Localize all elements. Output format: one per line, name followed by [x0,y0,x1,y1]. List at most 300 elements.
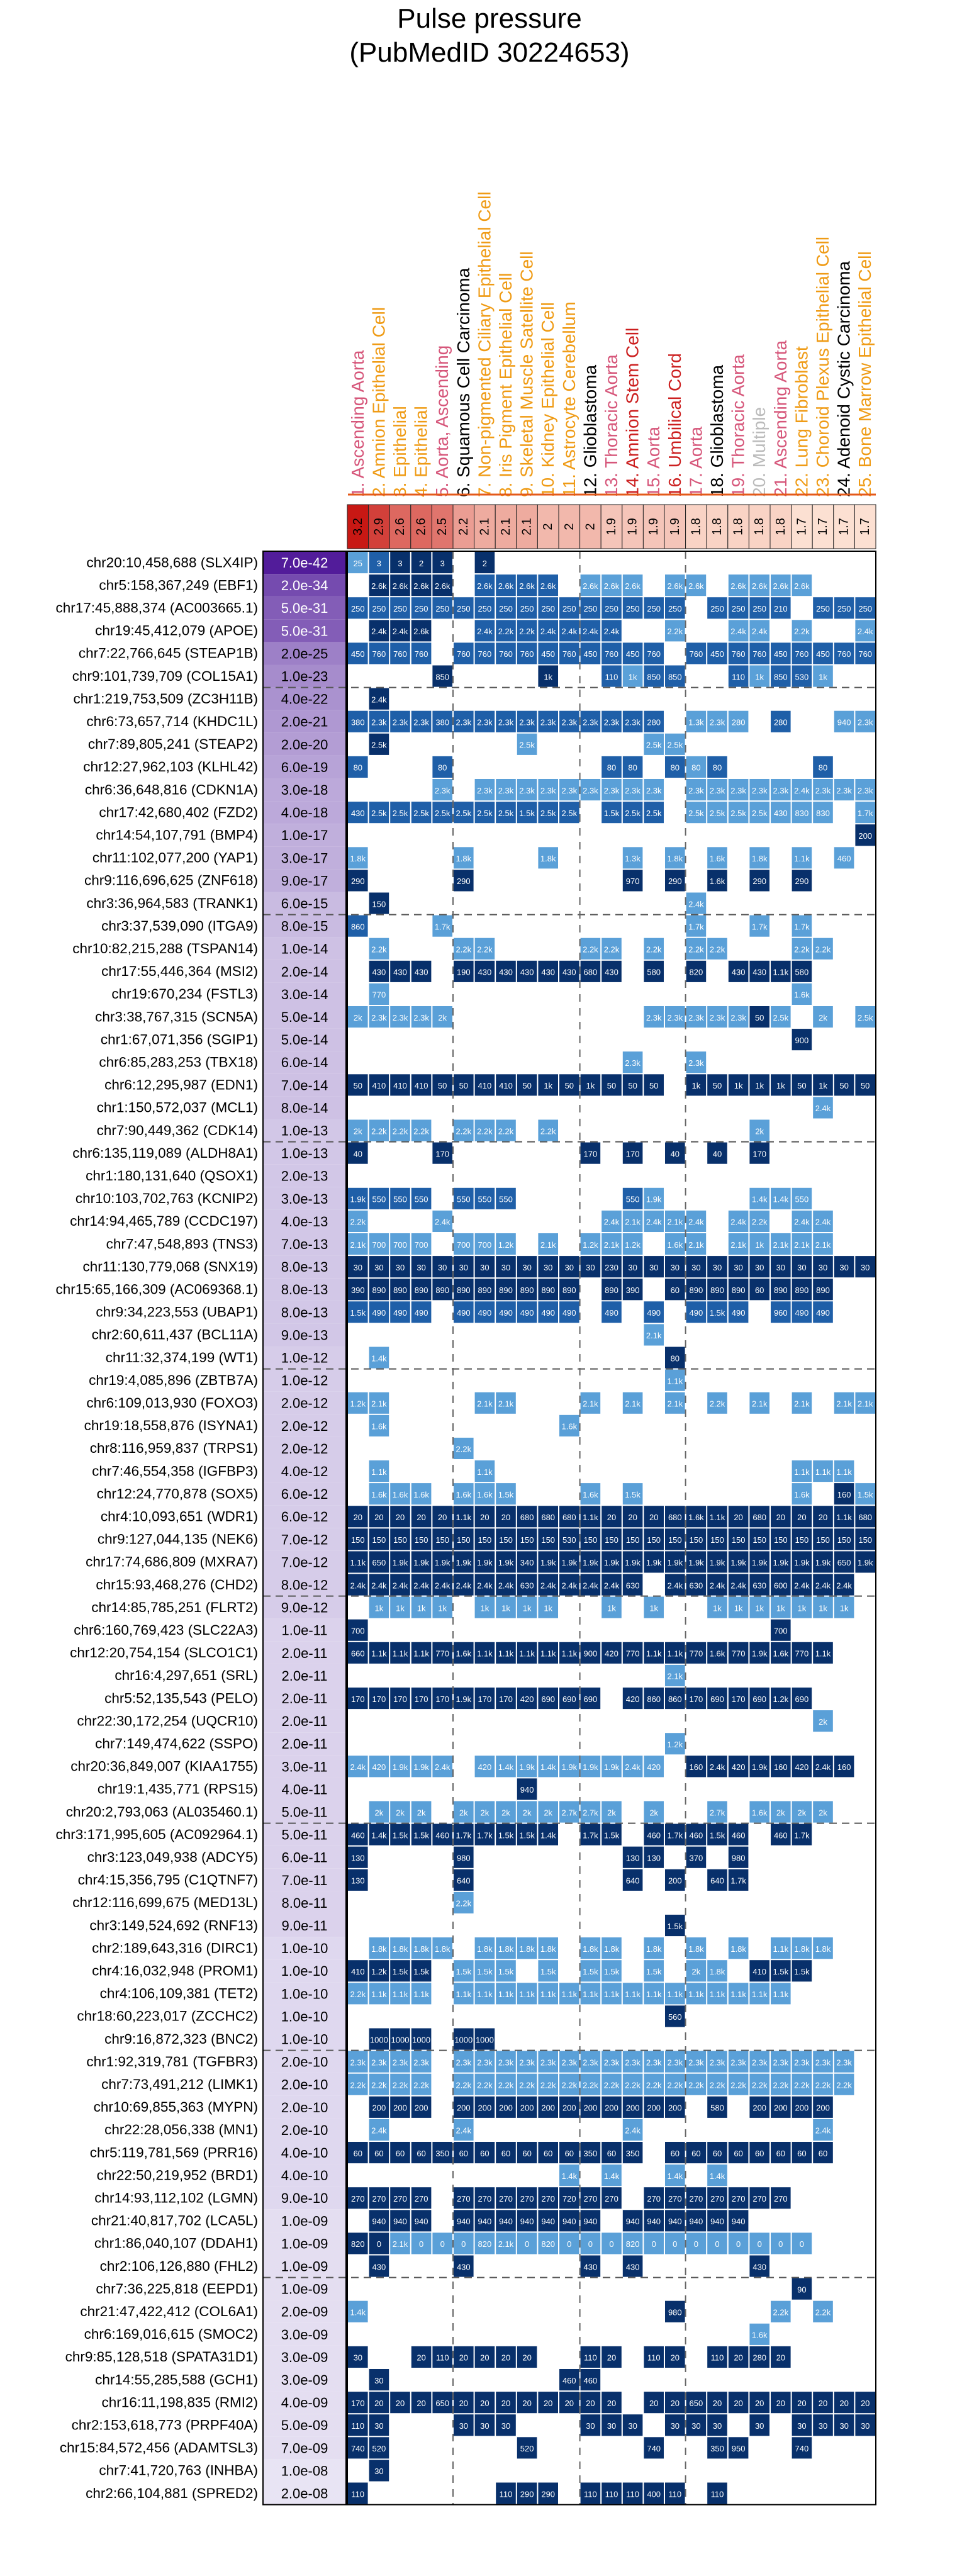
heatmap-cell-label: 30 [564,1262,574,1272]
heatmap-cell-label: 20 [501,2353,511,2363]
heatmap-cell-label: 1k [797,1603,807,1613]
heatmap-cell-label: 970 [625,876,640,887]
heatmap-cell-label: 200 [541,2103,556,2113]
heatmap-cell-label: 490 [520,1308,534,1318]
heatmap-cell-label: 1k [819,1603,827,1613]
heatmap-cell-label: 1.9k [519,1762,535,1772]
heatmap-cell-label: 1.7k [434,922,450,932]
heatmap-cell-label: 1.6k [709,1649,725,1659]
heatmap-cell-label: 80 [437,763,447,773]
p-value-label: 2.0e-11 [281,1690,328,1706]
heatmap-cell-label: 0 [609,2239,614,2249]
column-label: 3. Epithelial [390,406,410,497]
heatmap-cell-label: 410 [393,1081,407,1091]
score-label: 3.2 [350,518,365,535]
heatmap-cell-label: 940 [837,717,851,727]
column-label: 22. Lung Fibroblast [792,346,812,497]
column-label: 25. Bone Marrow Epithelial Cell [855,251,875,497]
heatmap-cell-label: 2.4k [815,2125,831,2136]
heatmap-cell-label: 460 [350,1830,365,1840]
heatmap-cell-label: 20 [501,2398,511,2408]
heatmap-cell-label: 2.6k [371,581,387,591]
heatmap-cell-label: 2.4k [709,1581,725,1591]
p-value-label: 8.0e-13 [281,1282,328,1298]
heatmap-cell-label: 150 [520,1535,534,1545]
heatmap-cell-label: 1.6k [688,1513,704,1523]
heatmap-cell-label: 1.9k [688,1558,704,1568]
heatmap-cell-label: 2.5k [498,808,514,818]
heatmap-cell-label: 0 [693,2239,699,2249]
heatmap-cell-label: 2.3k [625,1058,641,1068]
row-label: chr21:47,422,412 (COL6A1) [80,2303,258,2319]
heatmap-cell-label: 2.2k [709,2080,725,2090]
heatmap-cell-label: 2.3k [646,2058,662,2068]
heatmap-cell-label: 1.1k [646,1649,662,1659]
heatmap-cell-label: 2.4k [371,2125,387,2136]
row-label: chr5:119,781,569 (PRR16) [89,2144,258,2161]
heatmap-cell-label: 50 [797,1081,807,1091]
heatmap-cell-label: 1.1k [709,1990,725,2000]
p-value-label: 9.0e-17 [281,873,328,889]
heatmap-cell-label: 60 [712,2148,722,2158]
heatmap-cell-label: 760 [393,649,407,659]
heatmap-cell-label: 2.6k [730,581,746,591]
heatmap-cell-label: 2.2k [350,1990,366,2000]
heatmap-cell-label: 1.1k [794,1467,810,1477]
row-label: chr14:54,107,791 (BMP4) [96,827,258,843]
heatmap-cell-label: 350 [583,2148,598,2158]
score-label: 1.7 [858,518,873,535]
heatmap-cell-label: 60 [754,1285,764,1296]
heatmap-cell-label: 430 [562,967,576,977]
heatmap-cell-label: 830 [816,808,830,818]
heatmap-cell-label: 2.4k [688,1217,704,1227]
p-value-label: 6.0e-12 [281,1486,328,1503]
row-label: chr7:41,720,763 (INHBA) [99,2462,258,2478]
heatmap-cell-label: 760 [478,649,492,659]
heatmap-cell-label: 2.1k [498,1399,514,1409]
heatmap-cell-label: 850 [773,672,788,682]
heatmap-cell-label: 270 [668,2194,682,2204]
heatmap-cell-label: 20 [501,1513,511,1523]
p-value-label: 7.0e-14 [281,1077,328,1094]
heatmap-cell-label: 30 [480,1262,490,1272]
row-label: chr10:103,702,763 (KCNIP2) [75,1190,258,1207]
column-label: 15. Aorta [644,426,664,497]
heatmap-cell-label: 60 [374,2148,384,2158]
heatmap-cell-label: 2.4k [477,627,493,637]
heatmap-cell-label: 1.7k [730,1876,746,1886]
p-value-label: 7.0e-11 [281,1872,328,1888]
heatmap-cell-label: 1k [501,1603,510,1613]
heatmap-cell-label: 150 [668,1535,682,1545]
p-value-label: 1.0e-10 [281,1940,328,1957]
heatmap-cell-label: 2.3k [413,1012,429,1022]
heatmap-cell-label: 20 [522,2353,532,2363]
heatmap-cell-label: 1.8k [413,1944,429,1954]
heatmap-cell-label: 2.3k [583,717,598,727]
heatmap-cell-label: 420 [605,1649,618,1659]
heatmap-cell-label: 1.9k [815,1558,831,1568]
heatmap-cell-label: 980 [668,2307,682,2317]
heatmap-cell-label: 1.9k [413,1558,429,1568]
p-value-label: 1.0e-13 [281,1123,328,1139]
heatmap-cell-label: 460 [837,854,851,864]
heatmap-cell-label: 2.2k [603,944,620,955]
column-label: 17. Aorta [686,426,706,497]
heatmap-cell-label: 890 [562,1285,576,1296]
heatmap-cell-label: 0 [461,2239,466,2249]
heatmap-cell-label: 110 [584,2353,597,2363]
heatmap-cell-label: 30 [860,2421,870,2431]
heatmap-cell-label: 1k [776,1603,785,1613]
row-label: chr10:82,215,288 (TSPAN14) [72,940,258,956]
heatmap-cell-label: 380 [350,717,365,727]
heatmap-cell-label: 150 [858,1535,873,1545]
heatmap-cell-label: 150 [372,1535,386,1545]
p-value-label: 2.0e-11 [281,1713,328,1730]
p-value-label: 7.0e-09 [281,2440,328,2456]
score-label: 1.8 [752,518,767,535]
heatmap-cell-label: 700 [456,1240,471,1250]
heatmap-cell-label: 1.9k [583,1558,598,1568]
score-label: 2.2 [456,518,471,535]
heatmap-cell-label: 940 [414,2217,428,2227]
heatmap-cell-label: 1.8k [730,1944,746,1954]
heatmap-cell-label: 280 [731,717,746,727]
heatmap-cell-label: 170 [731,1694,746,1704]
row-label: chr4:10,093,651 (WDR1) [100,1508,258,1525]
heatmap-cell-label: 1.7k [794,1830,810,1840]
heatmap-cell-label: 50 [522,1081,532,1091]
heatmap-cell-label: 680 [583,967,598,977]
heatmap-cell-label: 80 [670,763,680,773]
heatmap-cell-label: 1.7k [794,922,810,932]
heatmap-cell-label: 200 [520,2103,534,2113]
heatmap-cell-label: 420 [795,1762,809,1772]
heatmap-cell-label: 890 [795,1285,809,1296]
row-label: chr19:670,234 (FSTL3) [111,986,258,1002]
heatmap-cell-label: 2.3k [413,2058,429,2068]
heatmap-cell-label: 270 [414,2194,428,2204]
heatmap-cell-label: 2.1k [667,1399,683,1409]
heatmap-cell-label: 1000 [369,2035,388,2045]
p-value-label: 7.0e-12 [281,1532,328,1548]
heatmap-cell-label: 170 [478,1694,492,1704]
heatmap-cell-label: 2k [544,1808,553,1818]
heatmap-cell-label: 410 [372,1081,386,1091]
heatmap-cell-label: 1k [819,1081,827,1091]
heatmap-cell-label: 2.2k [646,944,662,955]
heatmap-cell-label: 2.3k [392,2058,408,2068]
heatmap-cell-label: 1.1k [540,1649,556,1659]
heatmap-cell-label: 1.5k [603,1967,620,1977]
heatmap-cell-label: 770 [689,1649,703,1659]
heatmap-cell-label: 1.8k [540,1944,556,1954]
p-value-label: 9.0e-13 [281,1327,328,1343]
heatmap-cell-label: 1.9k [751,1649,768,1659]
p-value-label: 5.0e-14 [281,1009,328,1025]
row-label: chr6:36,648,816 (CDKN1A) [84,781,258,798]
row-label: chr20:10,458,688 (SLX4IP) [86,554,258,571]
heatmap-cell-label: 30 [586,1262,595,1272]
heatmap-cell-label: 130 [647,1853,661,1863]
heatmap-cell-label: 2.3k [709,717,725,727]
heatmap-cell-label: 2.3k [477,785,493,795]
p-value-label: 1.0e-10 [281,2008,328,2025]
p-value-label: 8.0e-13 [281,1304,328,1321]
heatmap-cell-label: 890 [435,1285,450,1296]
heatmap-cell-label: 160 [837,1762,851,1772]
heatmap-cell-label: 150 [583,1535,598,1545]
heatmap-cell-label: 150 [773,1535,788,1545]
heatmap-cell-label: 430 [372,967,386,977]
heatmap-cell-label: 2.6k [688,581,704,591]
heatmap-cell-label: 760 [837,649,851,659]
p-value-label: 6.0e-14 [281,1055,328,1071]
heatmap-cell-label: 2.2k [392,2080,408,2090]
heatmap-cell-label: 2.1k [667,1217,683,1227]
heatmap-cell-label: 680 [541,1513,556,1523]
p-value-label: 3.0e-09 [281,2372,328,2388]
heatmap-cell-label: 150 [731,1535,746,1545]
heatmap-cell-label: 740 [350,2444,365,2454]
p-value-label: 4.0e-18 [281,805,328,821]
row-label: chr16:11,198,835 (RMI2) [101,2394,258,2411]
p-value-label: 7.0e-42 [281,554,328,571]
p-value-label: 2.0e-10 [281,2076,328,2093]
p-value-label: 3.0e-09 [281,2349,328,2365]
heatmap-cell-label: 770 [435,1649,450,1659]
heatmap-cell-label: 1.6k [561,1421,578,1431]
heatmap-cell-label: 20 [480,2398,490,2408]
heatmap-cell-label: 700 [393,1240,407,1250]
row-label: chr17:55,446,364 (MSI2) [101,963,258,980]
p-value-label: 1.0e-12 [281,1350,328,1366]
heatmap-cell-label: 1.8k [540,854,556,864]
heatmap-cell-label: 270 [520,2194,534,2204]
heatmap-cell-label: 940 [625,2217,640,2227]
heatmap-cell-label: 20 [776,1513,786,1523]
heatmap-cell-label: 770 [625,1649,640,1659]
heatmap-cell-label: 1.8k [434,1944,450,1954]
heatmap-cell-label: 2.5k [730,808,746,818]
heatmap-cell-label: 490 [562,1308,576,1318]
heatmap-cell-label: 30 [818,2421,828,2431]
heatmap-cell-label: 1.1k [392,1649,408,1659]
column-label: 8. Iris Pigment Epithelial Cell [496,272,515,497]
row-label: chr19:45,412,079 (APOE) [95,622,258,639]
heatmap-cell-label: 30 [691,2421,701,2431]
heatmap-cell-label: 890 [541,1285,556,1296]
p-value-label: 1.0e-23 [281,668,328,685]
heatmap-cell-label: 1.1k [773,1944,789,1954]
heatmap-cell-label: 1k [755,1081,764,1091]
heatmap-cell-label: 690 [583,1694,598,1704]
heatmap-cell-label: 1.9k [709,1558,725,1568]
heatmap-cell-label: 30 [501,2421,511,2431]
p-value-label: 3.0e-14 [281,986,328,1002]
row-label: chr19:18,558,876 (ISYNA1) [84,1418,258,1434]
heatmap-cell-label: 1.9k [857,1558,873,1568]
heatmap-cell-label: 460 [647,1830,661,1840]
heatmap-cell-label: 1.7k [583,1830,598,1840]
heatmap-cell-label: 2.2k [751,2080,768,2090]
heatmap-cell-label: 940 [731,2217,746,2227]
heatmap-cell-label: 0 [567,2239,572,2249]
heatmap-cell-label: 0 [673,2239,678,2249]
heatmap-cell-label: 20 [818,2398,828,2408]
p-value-label: 2.0e-34 [281,578,328,594]
heatmap-cell-label: 170 [435,1694,450,1704]
heatmap-cell-label: 1.5k [498,1967,514,1977]
heatmap-cell-label: 170 [752,1149,767,1159]
heatmap-cell-label: 2.3k [498,785,514,795]
heatmap-cell-label: 1k [374,1603,384,1613]
heatmap-cell-label: 2.4k [794,1217,810,1227]
heatmap-cell-label: 2.4k [434,1581,450,1591]
heatmap-cell-label: 1.5k [392,1830,408,1840]
heatmap-cell-label: 1.1k [625,1990,641,2000]
heatmap-cell-label: 2.2k [371,2080,387,2090]
heatmap-cell-label: 2.2k [498,627,514,637]
row-label: chr14:85,785,251 (FLRT2) [91,1599,258,1615]
heatmap-cell-label: 110 [732,672,745,682]
heatmap-cell-label: 2.2k [519,627,535,637]
heatmap-cell-label: 80 [353,763,363,773]
heatmap-cell-label: 20 [839,2398,849,2408]
heatmap-cell-label: 490 [478,1308,492,1318]
heatmap-cell-label: 760 [605,649,618,659]
heatmap-cell-label: 1.1k [413,1649,429,1659]
heatmap-cell-label: 1.2k [667,1740,683,1750]
heatmap-cell-label: 1.9k [413,1762,429,1772]
heatmap-cell-label: 200 [583,2103,598,2113]
heatmap-cell-label: 2.3k [836,785,852,795]
heatmap-cell-label: 1.8k [498,1944,514,1954]
heatmap-cell-label: 2k [691,1967,701,1977]
heatmap-cell-label: 550 [625,1194,640,1204]
heatmap-cell-label: 450 [710,649,724,659]
heatmap-cell-label: 2.3k [857,785,873,795]
p-value-label: 1.0e-09 [281,2213,328,2229]
heatmap-cell-label: 2.3k [646,785,662,795]
heatmap-cell-label: 1.5k [709,1830,725,1840]
heatmap-cell-label: 60 [607,2148,617,2158]
heatmap-cell-label: 1.8k [815,1944,831,1954]
heatmap-cell-label: 430 [752,967,767,977]
score-label: 2.6 [414,518,428,535]
heatmap-cell-label: 1.4k [667,2171,683,2181]
heatmap-cell-label: 20 [417,1513,426,1523]
heatmap-cell-label: 2.1k [667,1671,683,1681]
heatmap-cell-label: 30 [628,1262,637,1272]
heatmap-cell-label: 2.2k [456,1126,472,1136]
heatmap-cell-label: 2.2k [751,1217,768,1227]
heatmap-cell-label: 2.3k [540,717,556,727]
heatmap-cell-label: 2.3k [794,2058,810,2068]
heatmap-cell-label: 550 [456,1194,471,1204]
heatmap-cell-label: 30 [459,2421,469,2431]
heatmap-cell-label: 1.8k [751,854,768,864]
heatmap-cell-label: 450 [541,649,556,659]
heatmap-cell-label: 890 [816,1285,830,1296]
heatmap-cell-label: 2.4k [583,1581,598,1591]
heatmap-cell-label: 2.5k [540,808,556,818]
heatmap-cell-label: 940 [499,2217,513,2227]
heatmap-cell-label: 690 [752,1694,767,1704]
heatmap-cell-label: 1.1k [561,1649,578,1659]
heatmap-cell-label: 2.1k [794,1240,810,1250]
heatmap-cell-label: 1k [713,1603,722,1613]
heatmap-cell-label: 270 [752,2194,767,2204]
heatmap-cell-label: 2.5k [392,808,408,818]
heatmap-cell-label: 1.1k [477,1467,493,1477]
heatmap-cell-label: 200 [816,2103,830,2113]
row-label: chr1:219,753,509 (ZC3H11B) [73,690,258,707]
heatmap-cell-label: 150 [414,1535,428,1545]
heatmap-cell-label: 2.1k [625,1217,641,1227]
heatmap-cell-label: 450 [350,649,365,659]
score-label: 2.9 [372,518,386,535]
heatmap-cell-label: 290 [668,876,682,887]
row-label: chr14:93,112,102 (LGMN) [94,2190,258,2206]
row-label: chr3:149,524,692 (RNF13) [89,1917,258,1934]
heatmap-cell-label: 2k [438,1012,447,1022]
p-value-label: 8.0e-11 [281,1895,328,1911]
heatmap-cell-label: 150 [435,1535,450,1545]
heatmap-cell-label: 980 [456,1853,471,1863]
score-label: 1.9 [668,518,682,535]
heatmap-cell-label: 80 [691,763,701,773]
heatmap-cell-label: 30 [374,1262,384,1272]
heatmap-cell-label: 20 [459,2398,469,2408]
heatmap-cell-label: 80 [670,1353,680,1364]
heatmap-cell-label: 250 [647,604,661,614]
p-value-label: 4.0e-11 [281,1781,328,1798]
heatmap-cell-label: 2.3k [773,785,789,795]
heatmap-cell-label: 700 [372,1240,386,1250]
heatmap-cell-label: 520 [372,2444,386,2454]
heatmap-cell-label: 770 [795,1649,809,1659]
heatmap-cell-label: 20 [437,1513,447,1523]
heatmap-cell-label: 690 [541,1694,556,1704]
heatmap-cell-label: 20 [712,2398,722,2408]
heatmap-cell-label: 1.6k [392,1489,408,1499]
p-value-label: 4.0e-09 [281,2395,328,2411]
heatmap-cell-label: 760 [414,649,428,659]
row-label: chr8:116,959,837 (TRPS1) [89,1440,258,1457]
heatmap-cell-label: 110 [584,2489,597,2499]
heatmap-cell-label: 580 [710,2103,724,2113]
heatmap-cell-label: 2.4k [350,1762,366,1772]
heatmap-cell-label: 420 [647,1762,661,1772]
heatmap-cell-label: 2.1k [688,1240,704,1250]
heatmap-cell-label: 110 [435,2353,449,2363]
heatmap-cell-label: 430 [456,2262,471,2272]
heatmap-cell-label: 340 [520,1558,534,1568]
heatmap-cell-label: 760 [456,649,471,659]
p-value-label: 2.0e-21 [281,714,328,730]
heatmap-cell-label: 2.4k [350,1581,366,1591]
row-label: chr17:42,680,402 (FZD2) [99,804,258,820]
heatmap-cell-label: 680 [668,1513,682,1523]
heatmap-cell-label: 600 [773,1581,788,1591]
heatmap-cell-label: 2.4k [688,899,704,909]
heatmap-cell-label: 2.2k [667,627,683,637]
heatmap-cell-label: 580 [795,967,809,977]
heatmap-cell-label: 2.4k [794,1581,810,1591]
